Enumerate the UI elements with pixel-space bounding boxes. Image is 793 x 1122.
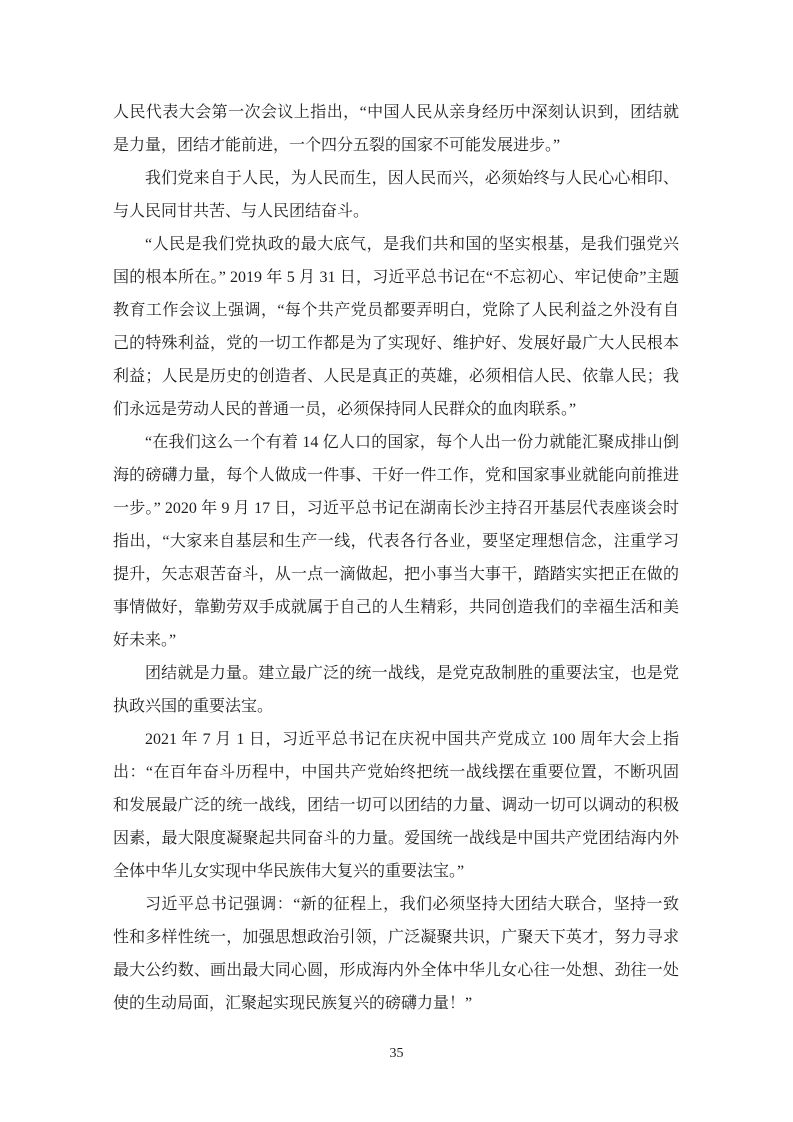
paragraph: 人民代表大会第一次会议上指出，“中国人民从亲身经历中深刻认识到，团结就是力量，团结才能前进，一个四分五裂的国家不可能发展进步。” bbox=[113, 104, 679, 154]
paragraph: 我们党来自于人民，为人民而生，因人民而兴，必须始终与人民心心相印、与人民同甘共苦、与人民团结奋斗。 bbox=[113, 170, 679, 220]
paragraph: 2021 年 7 月 1 日，习近平总书记在庆祝中国共产党成立 100 周年大会上指出：“在百年奋斗历程中，中国共产党始终把统一战线摆在重要位置，不断巩固和发展最广泛的统一战线，团结一切可以团结的力量、调动一切可以调动的积极因素，最大限度凝聚起共同奋斗的力量。爱国统一战线是中国共产党团结海内外全体中华儿女实现中华民族伟大复兴的重要法宝。” bbox=[113, 731, 679, 880]
page-body bbox=[113, 96, 679, 1020]
paragraph: “在我们这么一个有着 14 亿人口的国家，每个人出一份力就能汇聚成排山倒海的磅礴力量，每个人做成一件事、干好一件工作，党和国家事业就能向前推进一步。” 2020 年 9 月 17 日，习近平总书记在湖南长沙主持召开基层代表座谈会时指出，“大家来自基层和生产一线，代表各行各业，要坚定理想信念，注重学习提升，矢志艰苦奋斗，从一点一滴做起，把小事当大事干，踏踏实实把正在做的事情做好，靠勤劳双手成就属于自己的人生精彩，共同创造我们的幸福生活和美好未来。” bbox=[113, 434, 679, 649]
paragraph: 团结就是力量。建立最广泛的统一战线，是党克敌制胜的重要法宝，也是党执政兴国的重要法宝。 bbox=[113, 665, 679, 715]
paragraph: 习近平总书记强调：“新的征程上，我们必须坚持大团结大联合，坚持一致性和多样性统一，加强思想政治引领，广泛凝聚共识，广聚天下英才，努力寻求最大公约数、画出最大同心圆，形成海内外全体中华儿女心往一处想、劲往一处使的生动局面，汇聚起实现民族复兴的磅礴力量！” bbox=[113, 896, 679, 1012]
paragraph: “人民是我们党执政的最大底气，是我们共和国的坚实根基，是我们强党兴国的根本所在。” 2019 年 5 月 31 日，习近平总书记在“不忘初心、牢记使命”主题教育工作会议上强调，“每个共产党员都要弄明白，党除了人民利益之外没有自己的特殊利益，党的一切工作都是为了实现好、维护好、发展好最广大人民根本利益；人民是历史的创造者、人民是真正的英雄，必须相信人民、依靠人民；我们永远是劳动人民的普通一员，必须保持同人民群众的血肉联系。” bbox=[113, 236, 679, 418]
page-number: 35 bbox=[389, 1046, 404, 1061]
